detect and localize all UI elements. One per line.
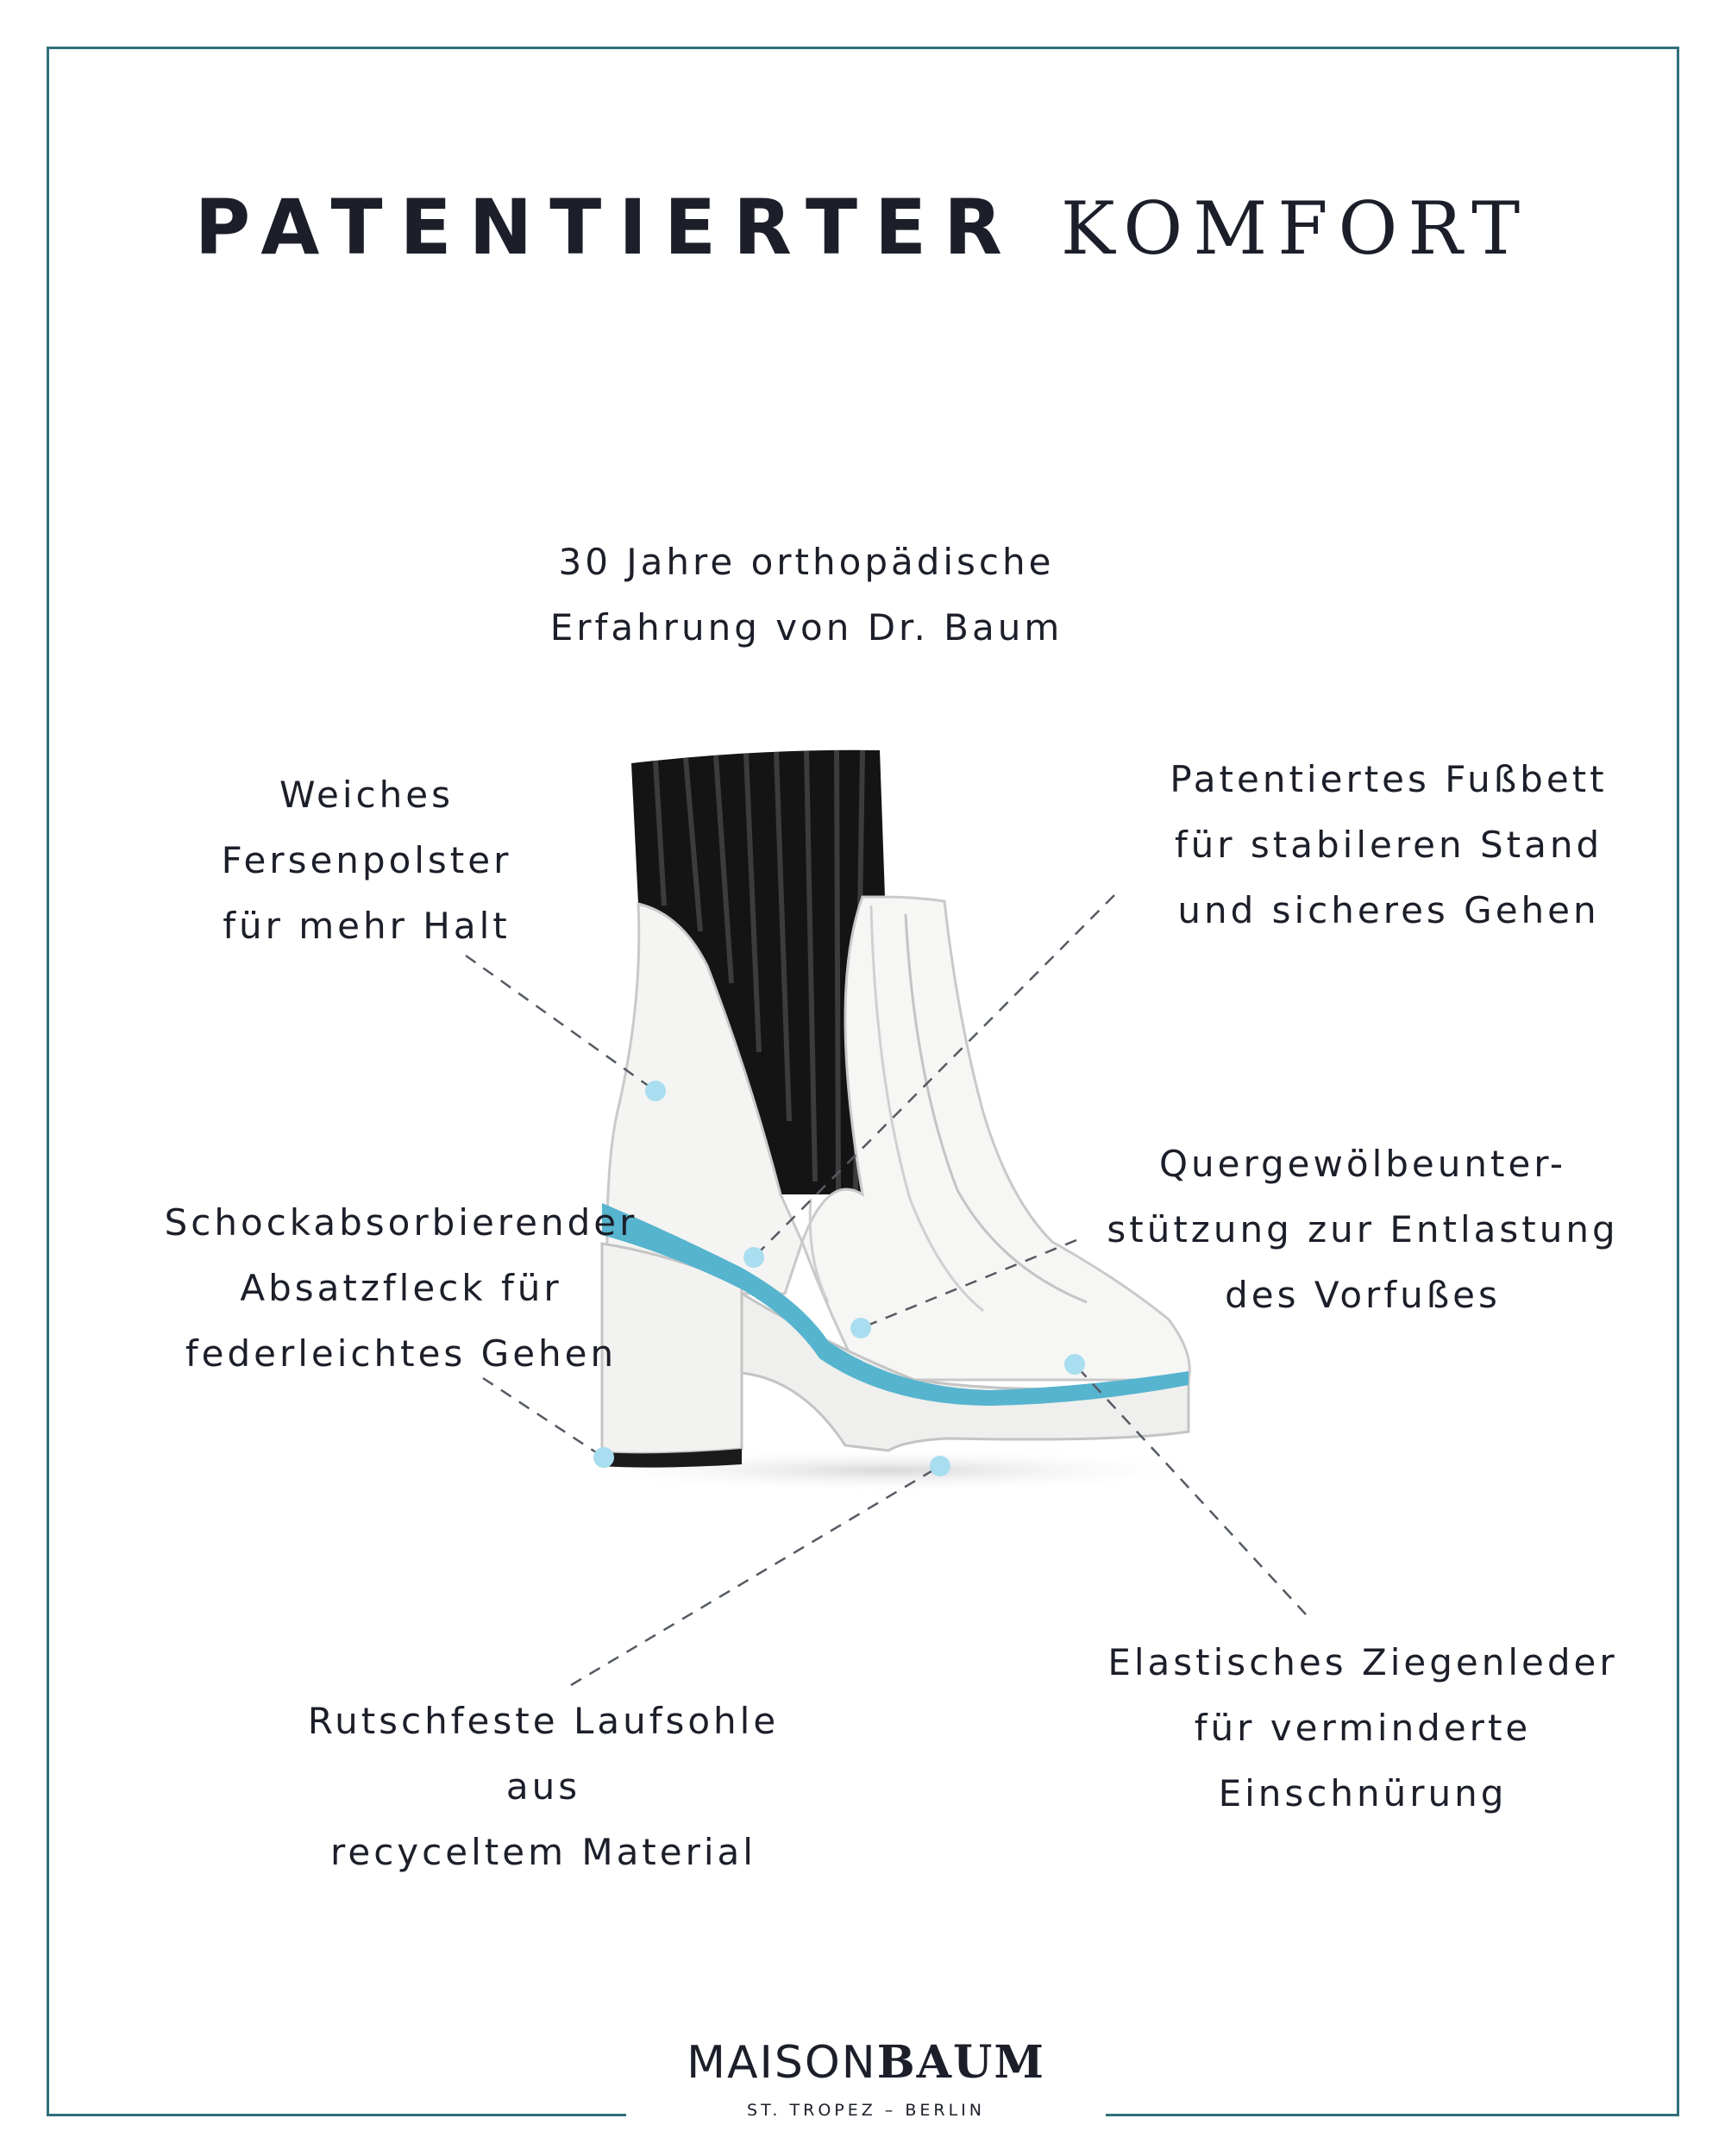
callout-experience [518, 530, 1095, 661]
callout-arch-support-line-1: Quergewölbeunter- [1158, 1143, 1567, 1185]
brand-name [626, 2037, 1106, 2089]
line-heel-pad [466, 956, 656, 1091]
callout-arch-support-line-2: stützung zur Entlastung [1107, 1208, 1619, 1250]
marker-shock-absorber [593, 1447, 614, 1468]
brand-name-light: MAISON [687, 2037, 877, 2089]
title-part-1: PATENTIERTER [194, 183, 1019, 272]
brand-logo [626, 2037, 1106, 2120]
line-outsole [571, 1466, 940, 1685]
line-leather [1075, 1364, 1306, 1614]
callout-shock-absorber-line-2: Absatzfleck für [240, 1267, 562, 1309]
callout-outsole [285, 1689, 802, 1885]
callout-outsole-line-1: Rutschfeste Laufsohle [307, 1700, 780, 1742]
callout-footbed [1121, 747, 1656, 943]
brand-tagline: ST. TROPEZ – BERLIN [747, 2101, 985, 2120]
callout-shock-absorber-line-3: federleichtes Gehen [185, 1332, 618, 1375]
callout-leather-line-1: Elastisches Ziegenleder [1107, 1641, 1618, 1683]
callout-heel-pad-line-3: für mehr Halt [223, 905, 511, 947]
marker-footbed [743, 1247, 764, 1268]
callout-heel-pad-line-1: Weiches [279, 774, 454, 816]
callout-heel-pad-line-2: Fersenpolster [221, 839, 512, 881]
marker-outsole [930, 1456, 950, 1476]
callout-experience-line-1: 30 Jahre orthopädische [558, 541, 1055, 583]
marker-heel-pad [645, 1081, 666, 1101]
brand-name-bold: BAUM [876, 2036, 1045, 2089]
callout-leather-line-3: Einschnürung [1218, 1772, 1508, 1814]
callout-arch-support [1078, 1131, 1647, 1328]
callout-heel-pad [172, 762, 561, 959]
title-part-2: KOMFORT [1060, 186, 1531, 271]
callout-footbed-line-2: für stabileren Stand [1174, 824, 1603, 866]
line-shock-absorber [483, 1378, 604, 1457]
callout-leather [1087, 1630, 1639, 1827]
callout-experience-line-2: Erfahrung von Dr. Baum [549, 606, 1063, 649]
callout-outsole-line-3: recyceltem Material [330, 1831, 756, 1873]
callout-leather-line-2: für verminderte [1194, 1707, 1532, 1749]
callout-footbed-line-1: Patentiertes Fußbett [1170, 758, 1608, 800]
marker-arch-support [850, 1318, 871, 1338]
callout-shock-absorber [86, 1190, 716, 1387]
callout-outsole-line-2: aus [505, 1765, 581, 1808]
callout-footbed-line-3: und sicheres Gehen [1177, 889, 1600, 931]
callout-arch-support-line-3: des Vorfußes [1225, 1274, 1501, 1316]
callout-shock-absorber-line-1: Schockabsorbierender [164, 1201, 638, 1244]
marker-leather [1064, 1354, 1085, 1375]
